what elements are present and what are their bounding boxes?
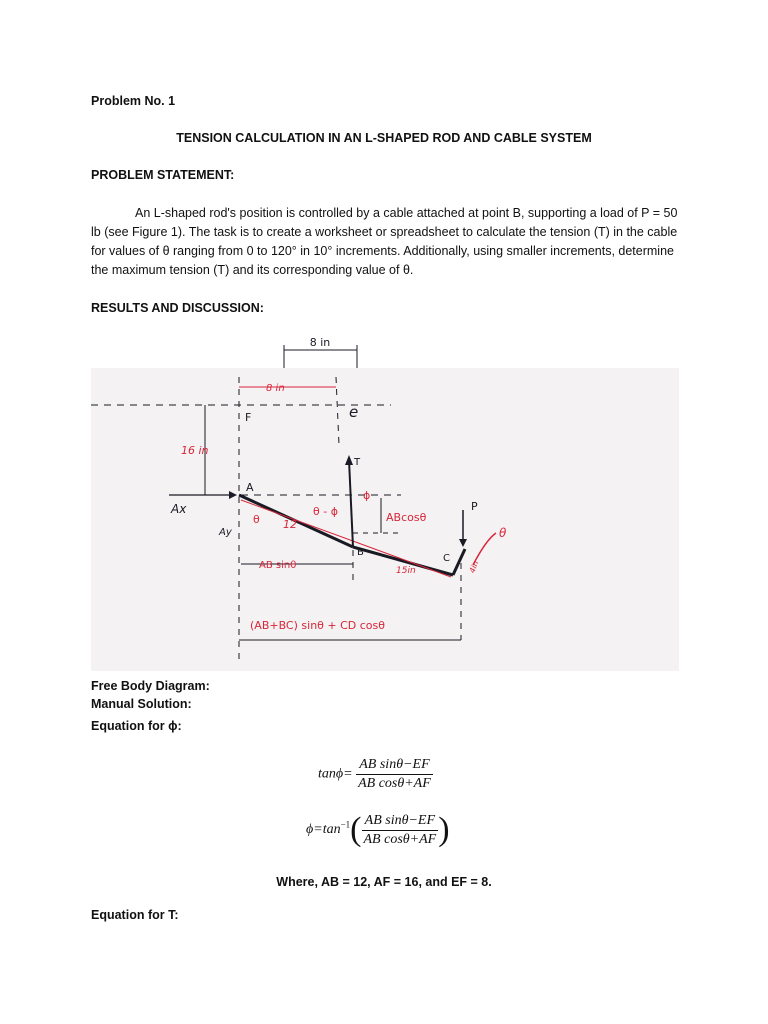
eq2-fraction [362, 813, 439, 848]
document-title: TENSION CALCULATION IN AN L-SHAPED ROD AND CABLE SYSTEM [176, 131, 592, 145]
eq2-superscript: −1 [340, 819, 351, 830]
eq1-fraction [356, 757, 433, 792]
eq2-left-paren: ( [350, 811, 362, 848]
eq2-denominator: AB cosθ+AF [363, 831, 437, 847]
top-dimension-label: 8 in [309, 336, 331, 349]
label-theta-a: θ [253, 513, 260, 526]
label-4in: 4in [467, 559, 481, 575]
label-ABsin: AB sinθ [259, 560, 297, 571]
eq1-numerator: AB sinθ−EF [356, 757, 433, 775]
problem-statement-text: An L-shaped rod's position is controlled by a cable attached at point B, supporting a load of P = 50 lb (see Figure 1). The task is to create a worksheet or spreadsheet to calculate the tension (T) in the cable for values of θ ranging from 0 to 120° in 10° increments. Additionally, using smaller increments, determine the maximum tension (T) and its corresponding value of θ. [91, 206, 678, 277]
label-theta-minus-phi: θ - ϕ [313, 505, 338, 518]
left-dimension-label: 16 in [181, 444, 209, 457]
problem-number: Problem No. 1 [91, 94, 176, 108]
eq2-numerator: AB sinθ−EF [362, 813, 439, 831]
inner-dimension-label: 8 in [266, 383, 285, 394]
label-A: A [246, 481, 254, 494]
equation-t-label: Equation for T: [91, 908, 179, 922]
eq1-lhs: tanϕ= [318, 766, 353, 782]
eq1-denominator: AB cosθ+AF [358, 776, 431, 791]
eq2-right-paren: ) [438, 811, 450, 848]
equation-phi [306, 811, 450, 849]
manual-solution-label: Manual Solution: [91, 697, 192, 711]
label-12: 12 [283, 518, 297, 531]
label-B: B [357, 547, 364, 558]
problem-statement-paragraph [91, 204, 681, 280]
free-body-diagram-label: Free Body Diagram: [91, 679, 210, 693]
free-body-diagram-figure [91, 335, 679, 675]
label-15: 15in [396, 566, 416, 576]
label-phi: ϕ [363, 489, 371, 502]
equation-phi-label: Equation for ϕ: [91, 719, 182, 733]
label-E: e [349, 403, 359, 421]
label-T: T [354, 457, 361, 468]
eq2-lhs: ϕ=tan [306, 822, 341, 838]
label-C: C [443, 553, 450, 564]
label-bottom-dimension: (AB+BC) sinθ + CD cosθ [250, 619, 385, 632]
label-theta-c: θ [499, 526, 507, 540]
equation-tan-phi [318, 757, 433, 792]
label-Ay: Ay [219, 527, 232, 538]
label-ABcos: ABcosθ [386, 511, 427, 524]
problem-statement-heading: PROBLEM STATEMENT: [91, 168, 235, 182]
label-Ax: Ax [171, 502, 187, 516]
results-heading: RESULTS AND DISCUSSION: [91, 301, 264, 315]
label-P: P [471, 500, 478, 513]
figure-paper [91, 368, 679, 671]
label-F: F [245, 411, 252, 424]
where-statement: Where, AB = 12, AF = 16, and EF = 8. [276, 875, 492, 889]
